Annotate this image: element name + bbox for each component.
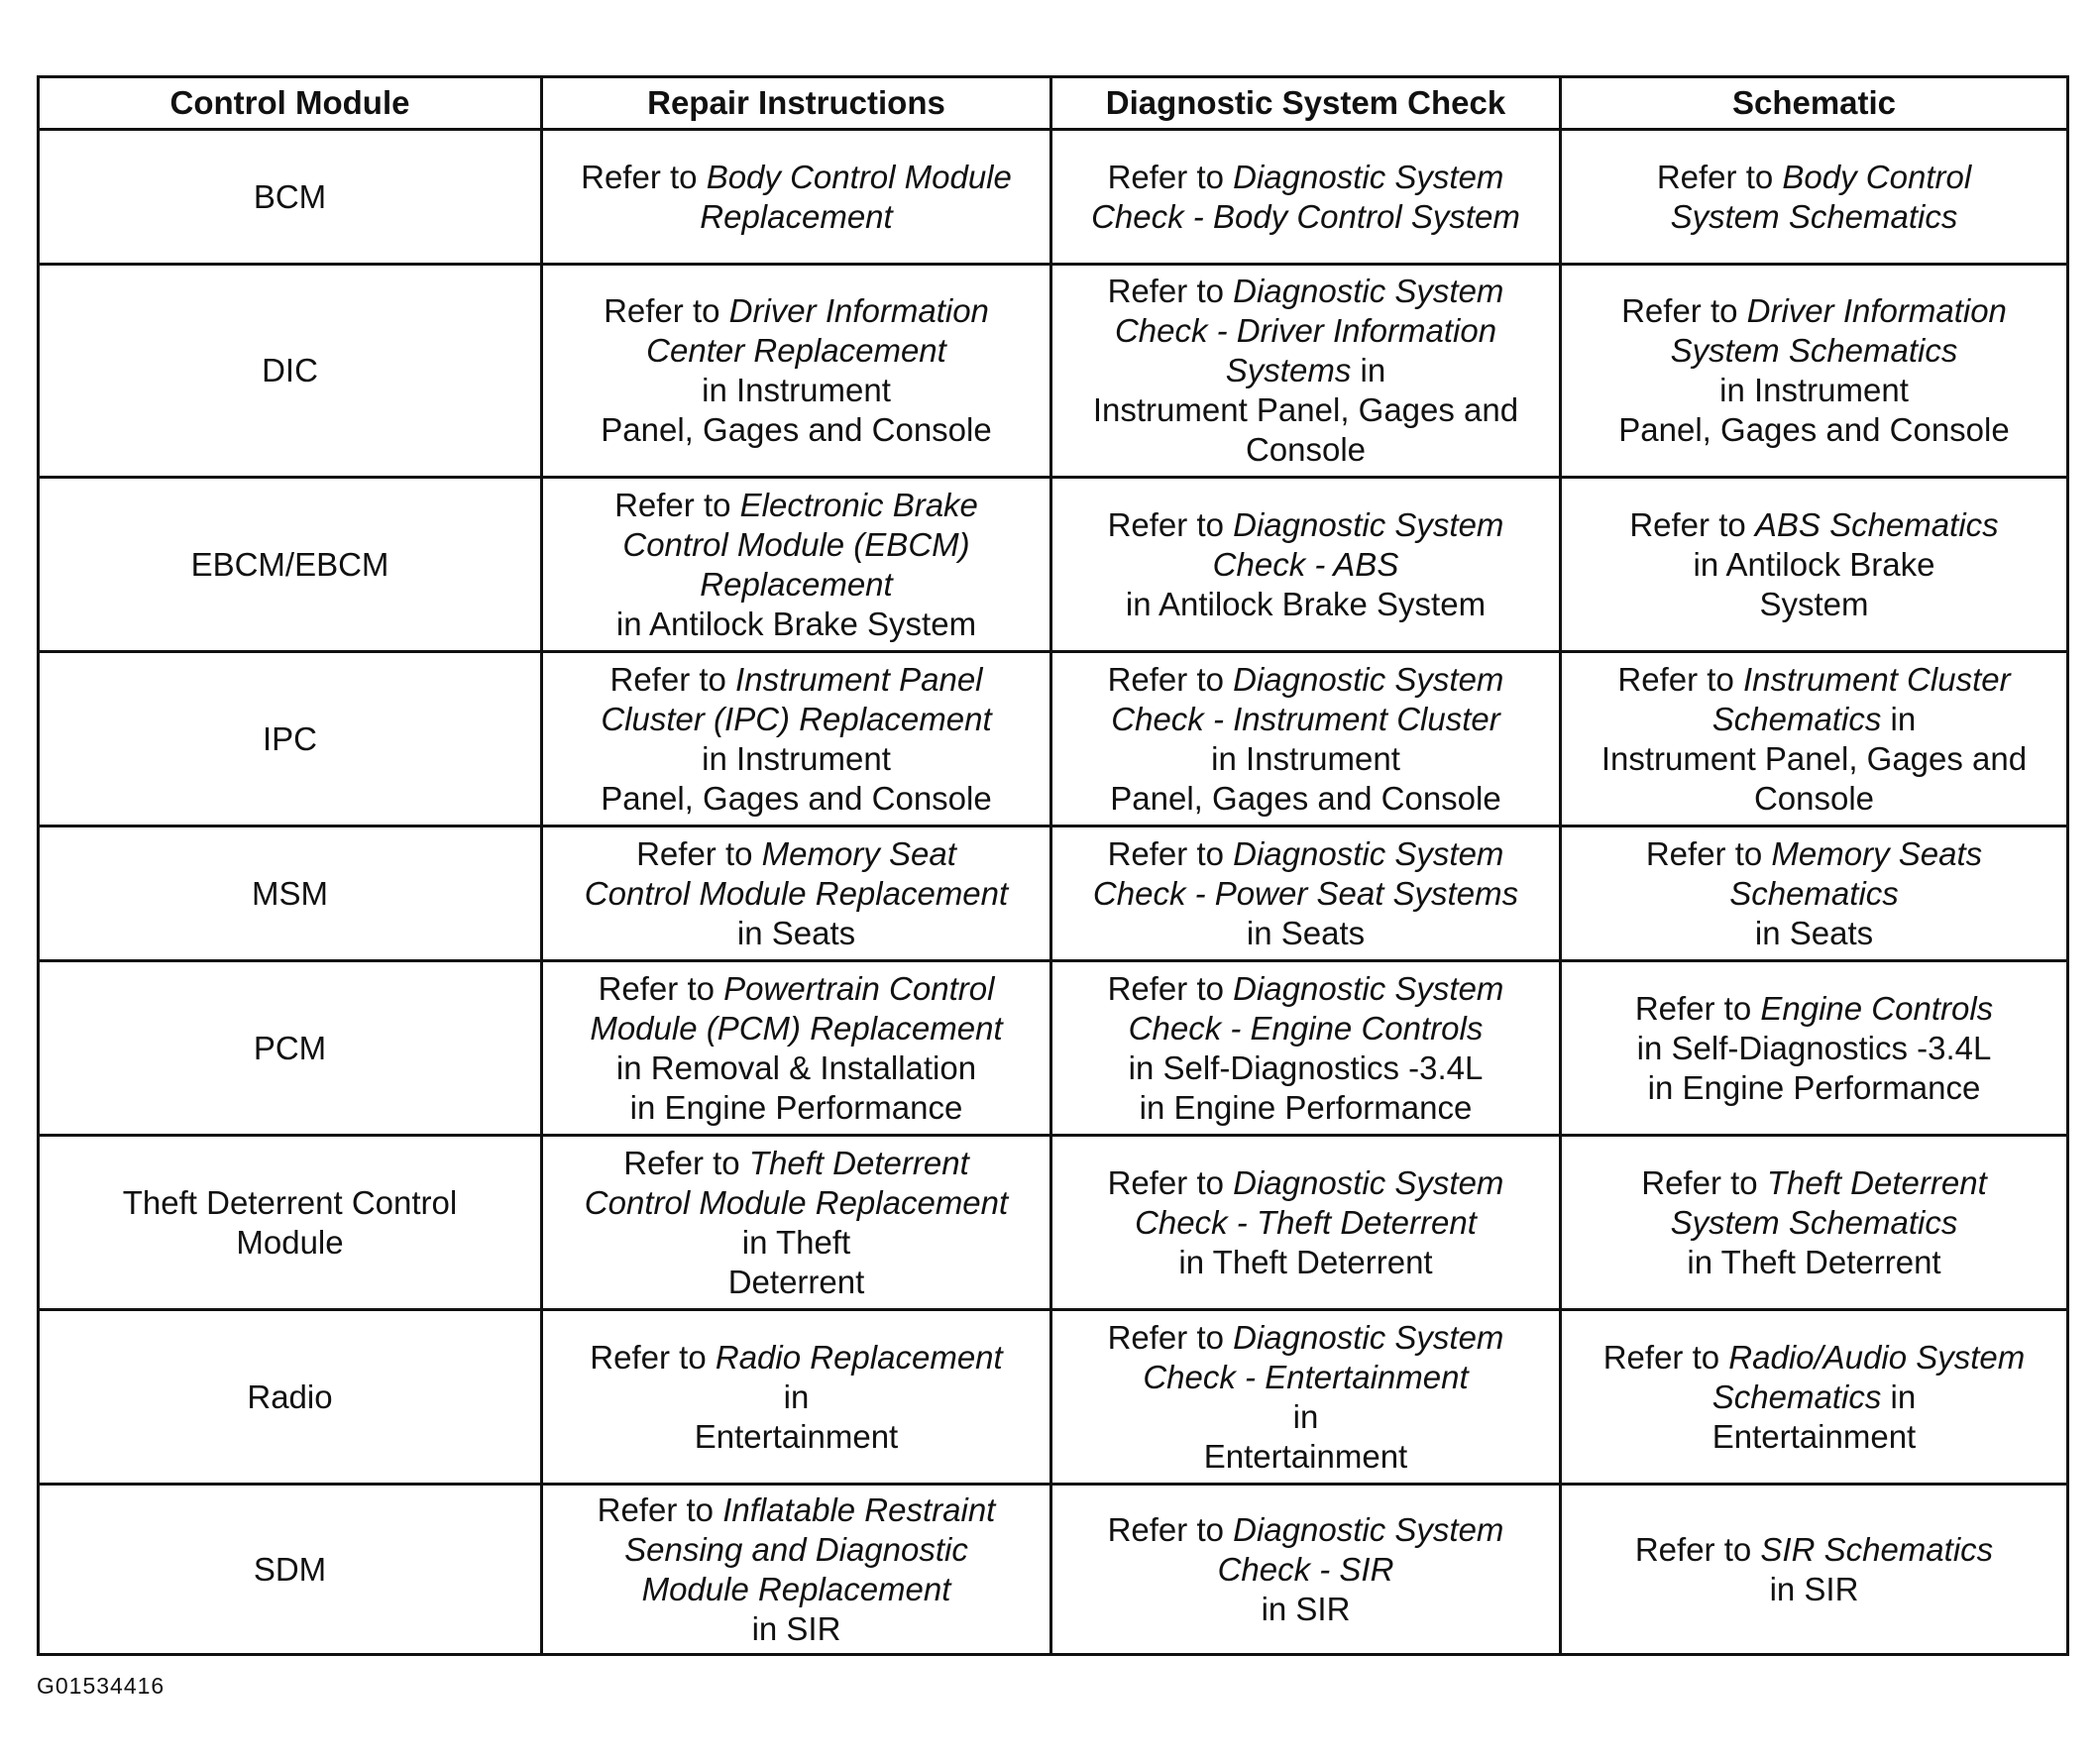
plain-text: Panel, Gages and Console	[601, 411, 992, 448]
cell-text-line	[1056, 505, 1555, 545]
cell-text-line	[1056, 311, 1555, 351]
plain-text: Instrument Panel, Gages and	[1092, 391, 1519, 428]
italic-reference-text: Memory Seat	[761, 834, 956, 872]
repair-cell	[542, 1485, 1051, 1655]
table-row	[39, 478, 2068, 652]
cell-text-line	[1566, 1203, 2062, 1243]
plain-text: Refer to	[590, 1338, 716, 1376]
cell-text-line	[1566, 1029, 2062, 1068]
cell-text-line	[547, 914, 1046, 953]
module-cell	[39, 478, 542, 652]
diagnostic-cell	[1051, 1310, 1561, 1485]
cell-text-line	[1566, 1570, 2062, 1609]
plain-text: Entertainment	[1203, 1437, 1408, 1475]
italic-reference-text: Instrument Cluster	[1742, 660, 2011, 698]
module-cell	[39, 130, 542, 265]
module-cell	[39, 265, 542, 478]
module-name-line: Theft Deterrent Control	[122, 1183, 458, 1221]
schematic-cell	[1561, 265, 2068, 478]
schematic-cell	[1561, 827, 2068, 961]
plain-text: in Engine Performance	[629, 1088, 963, 1126]
plain-text: in Removal & Installation	[615, 1048, 977, 1086]
italic-reference-text: Diagnostic System	[1233, 969, 1504, 1007]
plain-text: Refer to	[1634, 989, 1761, 1027]
plain-text: in SIR	[751, 1609, 841, 1647]
schematic-cell	[1561, 1310, 2068, 1485]
italic-reference-text: Driver Information	[728, 292, 989, 329]
cell-text-line	[1566, 158, 2062, 197]
module-name-line: Radio	[247, 1378, 333, 1415]
cell-text-line	[1566, 834, 2062, 874]
diagnostic-cell	[1051, 478, 1561, 652]
schematic-cell	[1561, 1485, 2068, 1655]
italic-reference-text: Module (PCM) Replacement	[590, 1009, 1003, 1047]
plain-text: Refer to	[1602, 1338, 1729, 1376]
header-repair-instructions: Repair Instructions	[542, 77, 1051, 130]
italic-reference-text: Schematics	[1711, 1378, 1882, 1415]
schematic-cell	[1561, 961, 2068, 1136]
cell-text-line	[547, 158, 1046, 197]
plain-text: Refer to	[1617, 660, 1743, 698]
cell-text-line	[547, 410, 1046, 450]
cell-text-line	[1056, 779, 1555, 819]
plain-text: in	[1881, 700, 1917, 737]
cell-text-line	[1566, 1243, 2062, 1282]
header-row	[39, 77, 2068, 130]
italic-reference-text: Diagnostic System	[1233, 1163, 1504, 1201]
module-cell	[39, 827, 542, 961]
cell-text-line	[547, 565, 1046, 605]
cell-text-line	[1056, 1358, 1555, 1397]
italic-reference-text: Check - ABS	[1212, 545, 1399, 583]
repair-cell	[542, 478, 1051, 652]
module-name-line: BCM	[253, 177, 327, 215]
cell-text-line	[547, 1144, 1046, 1183]
italic-reference-text: Inflatable Restraint	[722, 1490, 996, 1528]
cell-text-line	[547, 1530, 1046, 1570]
figure-code: G01534416	[37, 1673, 166, 1699]
cell-text-line	[547, 1263, 1046, 1302]
cell-text-line	[1056, 1048, 1555, 1088]
italic-reference-text: Body Control Module	[706, 158, 1012, 195]
plain-text: in Self-Diagnostics -3.4L	[1128, 1048, 1484, 1086]
cell-text-line	[1566, 197, 2062, 237]
italic-reference-text: Schematics	[1729, 874, 1899, 912]
cell-text-line	[1056, 700, 1555, 739]
cell-text-line	[547, 1609, 1046, 1649]
italic-reference-text: Control Module Replacement	[584, 1183, 1009, 1221]
italic-reference-text: Schematics	[1711, 700, 1882, 737]
reference-table	[37, 75, 2069, 1656]
cell-text-line	[1056, 1550, 1555, 1590]
module-name-line: IPC	[262, 719, 317, 757]
italic-reference-text: Check - SIR	[1217, 1550, 1394, 1588]
italic-reference-text: Center Replacement	[646, 332, 946, 369]
cell-text-line	[547, 1490, 1046, 1530]
plain-text: Refer to	[1645, 834, 1772, 872]
table-row	[39, 130, 2068, 265]
italic-reference-text: Check - Engine Controls	[1128, 1009, 1484, 1047]
plain-text: Panel, Gages and Console	[1110, 779, 1501, 817]
italic-reference-text: Check - Power Seat Systems	[1092, 874, 1519, 912]
plain-text: Refer to	[1634, 1530, 1761, 1568]
italic-reference-text: Diagnostic System	[1233, 273, 1504, 309]
cell-text-line	[1566, 505, 2062, 545]
plain-text: Refer to	[1107, 969, 1234, 1007]
module-name-line: PCM	[253, 1029, 327, 1066]
cell-text-line	[1056, 834, 1555, 874]
italic-reference-text: Cluster (IPC) Replacement	[601, 700, 992, 737]
italic-reference-text: Check - Driver Information	[1114, 312, 1497, 349]
cell-text-line	[1566, 1338, 2062, 1378]
module-name-line: EBCM/EBCM	[190, 545, 389, 583]
cell-text-line	[547, 1223, 1046, 1263]
repair-cell	[542, 1136, 1051, 1310]
plain-text: Refer to	[598, 969, 724, 1007]
plain-text: Refer to	[1641, 1163, 1767, 1201]
italic-reference-text: Check - Theft Deterrent	[1135, 1203, 1477, 1241]
cell-text-line	[1056, 874, 1555, 914]
plain-text: in Antilock Brake System	[615, 605, 977, 642]
cell-text-line	[1566, 660, 2062, 700]
italic-reference-text: System Schematics	[1670, 1203, 1958, 1241]
diagnostic-cell	[1051, 130, 1561, 265]
plain-text: in Antilock Brake System	[1125, 585, 1487, 622]
plain-text: Console	[1245, 431, 1367, 468]
table-body	[39, 130, 2068, 1655]
plain-text: Refer to	[636, 834, 762, 872]
table-row	[39, 827, 2068, 961]
module-cell	[39, 652, 542, 827]
plain-text: in Instrument	[702, 372, 891, 408]
repair-cell	[542, 265, 1051, 478]
plain-text: in Self-Diagnostics -3.4L	[1636, 1029, 1992, 1066]
cell-text-line	[1056, 1203, 1555, 1243]
cell-text-line	[547, 1183, 1046, 1223]
module-name-line: MSM	[252, 874, 328, 912]
cell-text-line	[547, 1338, 1046, 1378]
cell-text-line	[1056, 1397, 1555, 1437]
diagnostic-cell	[1051, 1485, 1561, 1655]
cell-text-line	[547, 700, 1046, 739]
cell-text-line	[1056, 585, 1555, 624]
cell-text-line	[1056, 1318, 1555, 1358]
diagnostic-cell	[1051, 1136, 1561, 1310]
header-diagnostic-system-check: Diagnostic System Check	[1051, 77, 1561, 130]
cell-text-line	[547, 660, 1046, 700]
italic-reference-text: ABS Schematics	[1754, 505, 1999, 543]
plain-text: in Seats	[736, 914, 856, 951]
italic-reference-text: Radio Replacement	[715, 1338, 1003, 1376]
cell-text-line	[547, 1088, 1046, 1128]
plain-text: Refer to	[609, 660, 736, 698]
cell-text-line	[1056, 545, 1555, 585]
table-row	[39, 1136, 2068, 1310]
plain-text: in SIR	[1769, 1570, 1859, 1607]
plain-text: Panel, Gages and Console	[1618, 411, 2010, 448]
cell-text-line	[547, 1570, 1046, 1609]
plain-text: Refer to	[597, 1490, 723, 1528]
cell-text-line	[1566, 585, 2062, 624]
repair-cell	[542, 961, 1051, 1136]
module-cell	[39, 1485, 542, 1655]
table-row	[39, 265, 2068, 478]
cell-text-line	[547, 874, 1046, 914]
plain-text: Refer to	[1621, 292, 1747, 329]
cell-text-line	[1566, 331, 2062, 371]
cell-text-line	[1056, 158, 1555, 197]
italic-reference-text: Control Module Replacement	[584, 874, 1009, 912]
cell-text-line	[547, 197, 1046, 237]
plain-text: in Instrument	[702, 739, 891, 777]
header-schematic: Schematic	[1561, 77, 2068, 130]
plain-text: in Theft Deterrent	[1178, 1243, 1433, 1280]
plain-text: in Theft Deterrent	[1687, 1243, 1941, 1280]
italic-reference-text: Diagnostic System	[1233, 834, 1504, 872]
cell-text-line	[1056, 969, 1555, 1009]
italic-reference-text: Theft Deterrent	[748, 1144, 969, 1181]
plain-text: Panel, Gages and Console	[601, 779, 992, 817]
header-control-module: Control Module	[39, 77, 542, 130]
plain-text: Entertainment	[694, 1417, 899, 1455]
schematic-cell	[1561, 478, 2068, 652]
plain-text: Refer to	[1107, 505, 1234, 543]
schematic-cell	[1561, 130, 2068, 265]
plain-text: in Seats	[1754, 914, 1874, 951]
schematic-cell	[1561, 1136, 2068, 1310]
plain-text: Refer to	[604, 292, 729, 329]
schematic-cell	[1561, 652, 2068, 827]
plain-text: Refer to	[1656, 158, 1783, 195]
cell-text-line	[547, 969, 1046, 1009]
italic-reference-text: Diagnostic System	[1233, 158, 1504, 195]
plain-text: Refer to	[1629, 505, 1755, 543]
plain-text: Refer to	[1107, 1318, 1234, 1356]
plain-text: Entertainment	[1711, 1417, 1917, 1455]
italic-reference-text: Control Module (EBCM)	[622, 525, 970, 563]
repair-cell	[542, 1310, 1051, 1485]
italic-reference-text: Check - Entertainment	[1143, 1358, 1469, 1395]
plain-text: in Seats	[1246, 914, 1366, 951]
cell-text-line	[1056, 739, 1555, 779]
italic-reference-text: Theft Deterrent	[1766, 1163, 1987, 1201]
cell-text-line	[1566, 700, 2062, 739]
plain-text: Refer to	[1107, 158, 1234, 195]
plain-text: Instrument Panel, Gages and	[1600, 739, 2028, 777]
plain-text: in Engine Performance	[1647, 1068, 1981, 1106]
plain-text: Refer to	[1107, 660, 1234, 698]
diagnostic-cell	[1051, 652, 1561, 827]
cell-text-line	[547, 605, 1046, 644]
cell-text-line	[1566, 989, 2062, 1029]
cell-text-line	[1566, 779, 2062, 819]
module-name-line: Module	[236, 1223, 344, 1261]
cell-text-line	[547, 331, 1046, 371]
cell-text-line	[1566, 1163, 2062, 1203]
plain-text: in	[1292, 1397, 1319, 1435]
cell-text-line	[547, 1417, 1046, 1457]
module-cell	[39, 961, 542, 1136]
module-cell	[39, 1310, 542, 1485]
italic-reference-text: Instrument Panel	[735, 660, 983, 698]
plain-text: in	[1351, 352, 1386, 388]
italic-reference-text: Diagnostic System	[1233, 1318, 1504, 1356]
italic-reference-text: Check - Instrument Cluster	[1111, 700, 1500, 737]
italic-reference-text: Replacement	[700, 197, 893, 235]
cell-text-line	[547, 739, 1046, 779]
plain-text: System	[1759, 585, 1869, 622]
italic-reference-text: System Schematics	[1670, 332, 1958, 369]
italic-reference-text: Memory Seats	[1771, 834, 1983, 872]
plain-text: Refer to	[1107, 834, 1234, 872]
italic-reference-text: System Schematics	[1670, 197, 1958, 235]
plain-text: Deterrent	[727, 1263, 865, 1300]
cell-text-line	[547, 371, 1046, 410]
italic-reference-text: Diagnostic System	[1233, 1510, 1504, 1548]
plain-text: Refer to	[623, 1144, 749, 1181]
cell-text-line	[547, 1009, 1046, 1048]
cell-text-line	[547, 834, 1046, 874]
plain-text: in Theft	[741, 1223, 851, 1261]
cell-text-line	[1056, 1009, 1555, 1048]
plain-text: in Instrument	[1719, 372, 1909, 408]
italic-reference-text: Replacement	[700, 565, 893, 603]
plain-text: Refer to	[1107, 273, 1234, 309]
plain-text: in Antilock Brake	[1693, 545, 1935, 583]
cell-text-line	[547, 486, 1046, 525]
module-name-line: DIC	[262, 352, 318, 388]
cell-text-line	[1566, 371, 2062, 410]
diagnostic-cell	[1051, 827, 1561, 961]
repair-cell	[542, 130, 1051, 265]
cell-text-line	[547, 1378, 1046, 1417]
italic-reference-text: Diagnostic System	[1233, 505, 1504, 543]
italic-reference-text: Radio/Audio System	[1728, 1338, 2026, 1376]
table-row	[39, 1310, 2068, 1485]
cell-text-line	[1056, 390, 1555, 430]
italic-reference-text: Electronic Brake	[739, 486, 978, 523]
italic-reference-text: Systems	[1225, 352, 1352, 388]
repair-cell	[542, 827, 1051, 961]
diagnostic-cell	[1051, 961, 1561, 1136]
table-row	[39, 1485, 2068, 1655]
cell-text-line	[1056, 1243, 1555, 1282]
plain-text: Refer to	[581, 158, 707, 195]
table-row	[39, 961, 2068, 1136]
plain-text: Refer to	[1107, 1510, 1234, 1548]
cell-text-line	[1566, 291, 2062, 331]
cell-text-line	[1056, 1088, 1555, 1128]
cell-text-line	[1056, 272, 1555, 311]
cell-text-line	[1056, 197, 1555, 237]
plain-text: in Instrument	[1211, 739, 1400, 777]
italic-reference-text: Powertrain Control	[723, 969, 995, 1007]
plain-text: Console	[1753, 779, 1875, 817]
cell-text-line	[547, 525, 1046, 565]
module-cell	[39, 1136, 542, 1310]
italic-reference-text: Body Control	[1782, 158, 1972, 195]
cell-text-line	[1056, 914, 1555, 953]
cell-text-line	[1566, 1530, 2062, 1570]
diagnostic-cell	[1051, 265, 1561, 478]
cell-text-line	[1566, 545, 2062, 585]
plain-text: in SIR	[1261, 1590, 1351, 1627]
italic-reference-text: Check - Body Control System	[1091, 197, 1520, 235]
italic-reference-text: Module Replacement	[641, 1570, 951, 1607]
italic-reference-text: Engine Controls	[1760, 989, 1994, 1027]
plain-text: Refer to	[1107, 1163, 1234, 1201]
cell-text-line	[547, 779, 1046, 819]
italic-reference-text: Sensing and Diagnostic	[624, 1530, 968, 1568]
italic-reference-text: SIR Schematics	[1760, 1530, 1994, 1568]
cell-text-line	[547, 1048, 1046, 1088]
cell-text-line	[1056, 430, 1555, 470]
cell-text-line	[1566, 739, 2062, 779]
plain-text: in	[783, 1378, 810, 1415]
cell-text-line	[1566, 1068, 2062, 1108]
plain-text: Refer to	[614, 486, 740, 523]
cell-text-line	[1566, 1378, 2062, 1417]
cell-text-line	[1566, 874, 2062, 914]
table-row	[39, 652, 2068, 827]
module-name-line: SDM	[253, 1550, 327, 1588]
plain-text: in Engine Performance	[1139, 1088, 1473, 1126]
cell-text-line	[1566, 914, 2062, 953]
cell-text-line	[547, 291, 1046, 331]
cell-text-line	[1056, 351, 1555, 390]
cell-text-line	[1056, 1590, 1555, 1629]
italic-reference-text: Driver Information	[1746, 292, 2007, 329]
cell-text-line	[1056, 1437, 1555, 1477]
repair-cell	[542, 652, 1051, 827]
cell-text-line	[1056, 660, 1555, 700]
cell-text-line	[1056, 1163, 1555, 1203]
cell-text-line	[1566, 410, 2062, 450]
italic-reference-text: Diagnostic System	[1233, 660, 1504, 698]
cell-text-line	[1566, 1417, 2062, 1457]
plain-text: in	[1881, 1378, 1917, 1415]
cell-text-line	[1056, 1510, 1555, 1550]
